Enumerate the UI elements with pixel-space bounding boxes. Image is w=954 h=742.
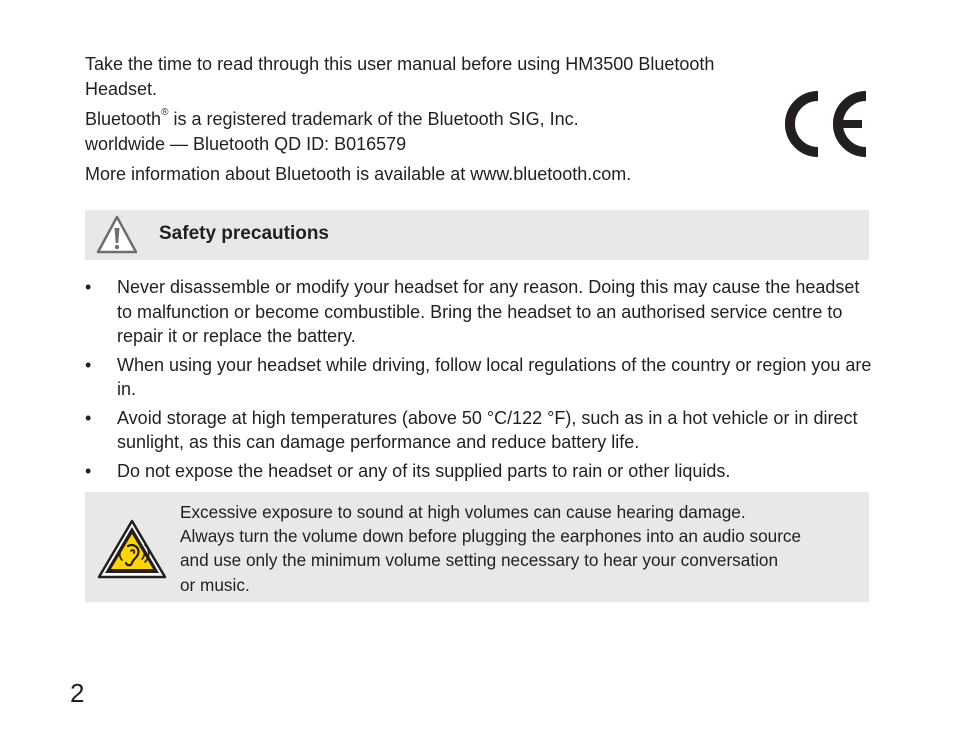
hearing-warning-text [180, 500, 860, 597]
hearing-line-1: Excessive exposure to sound at high volumes can cause hearing damage. [180, 502, 746, 522]
intro-trademark [85, 107, 725, 156]
trademark-line2: worldwide — Bluetooth QD ID: B016579 [85, 133, 407, 154]
hearing-line-3: and use only the minimum volume setting necessary to hear your conversation [180, 550, 779, 571]
intro-manual-notice: Take the time to read through this user manual before using HM3500 Bluetooth Headset. [85, 54, 715, 99]
bullet-marker: • [85, 407, 92, 428]
safety-item-text: Avoid storage at high temperatures (above 50 °C/122 °F), such as in a hot vehicle or in direct sunlight, as this can damage performance and reduce battery life. [117, 407, 858, 452]
safety-item-text: Never disassemble or modify your headset for any reason. Doing this may cause the headset to malfunction or become combustible. Bring the headset to an authorised service centre to repair it or replace the battery. [117, 277, 860, 346]
safety-header [85, 210, 869, 260]
bullet-marker: • [85, 354, 92, 375]
trademark-line1: is a registered trademark of the Bluetooth SIG, Inc. [168, 109, 579, 129]
page-number: 2 [70, 678, 85, 708]
safety-list [85, 275, 875, 487]
safety-item-driving [85, 353, 875, 402]
hearing-warning-box [85, 492, 869, 602]
registered-mark: ® [161, 107, 169, 118]
safety-item-text: When using your headset while driving, follow local regulations of the country or region you are in. [117, 354, 872, 399]
intro-bluetooth-info: More information about Bluetooth is available at www.bluetooth.com. [85, 164, 632, 184]
warning-triangle-icon [95, 214, 139, 256]
safety-title: Safety precautions [159, 223, 329, 244]
safety-item-disassemble [85, 275, 875, 349]
bullet-marker: • [85, 460, 92, 481]
bullet-marker: • [85, 277, 92, 297]
safety-item-temperature [85, 406, 875, 455]
ce-mark-icon [778, 88, 872, 160]
safety-item-liquids [85, 459, 875, 484]
intro-section [85, 52, 725, 193]
hearing-line-2: Always turn the volume down before plugging the earphones into an audio source [180, 526, 802, 547]
safety-item-text: Do not expose the headset or any of its supplied parts to rain or other liquids. [117, 460, 731, 481]
hearing-line-4: or music. [180, 574, 250, 595]
trademark-word: Bluetooth [85, 109, 162, 129]
hearing-damage-warning-icon [96, 518, 168, 580]
